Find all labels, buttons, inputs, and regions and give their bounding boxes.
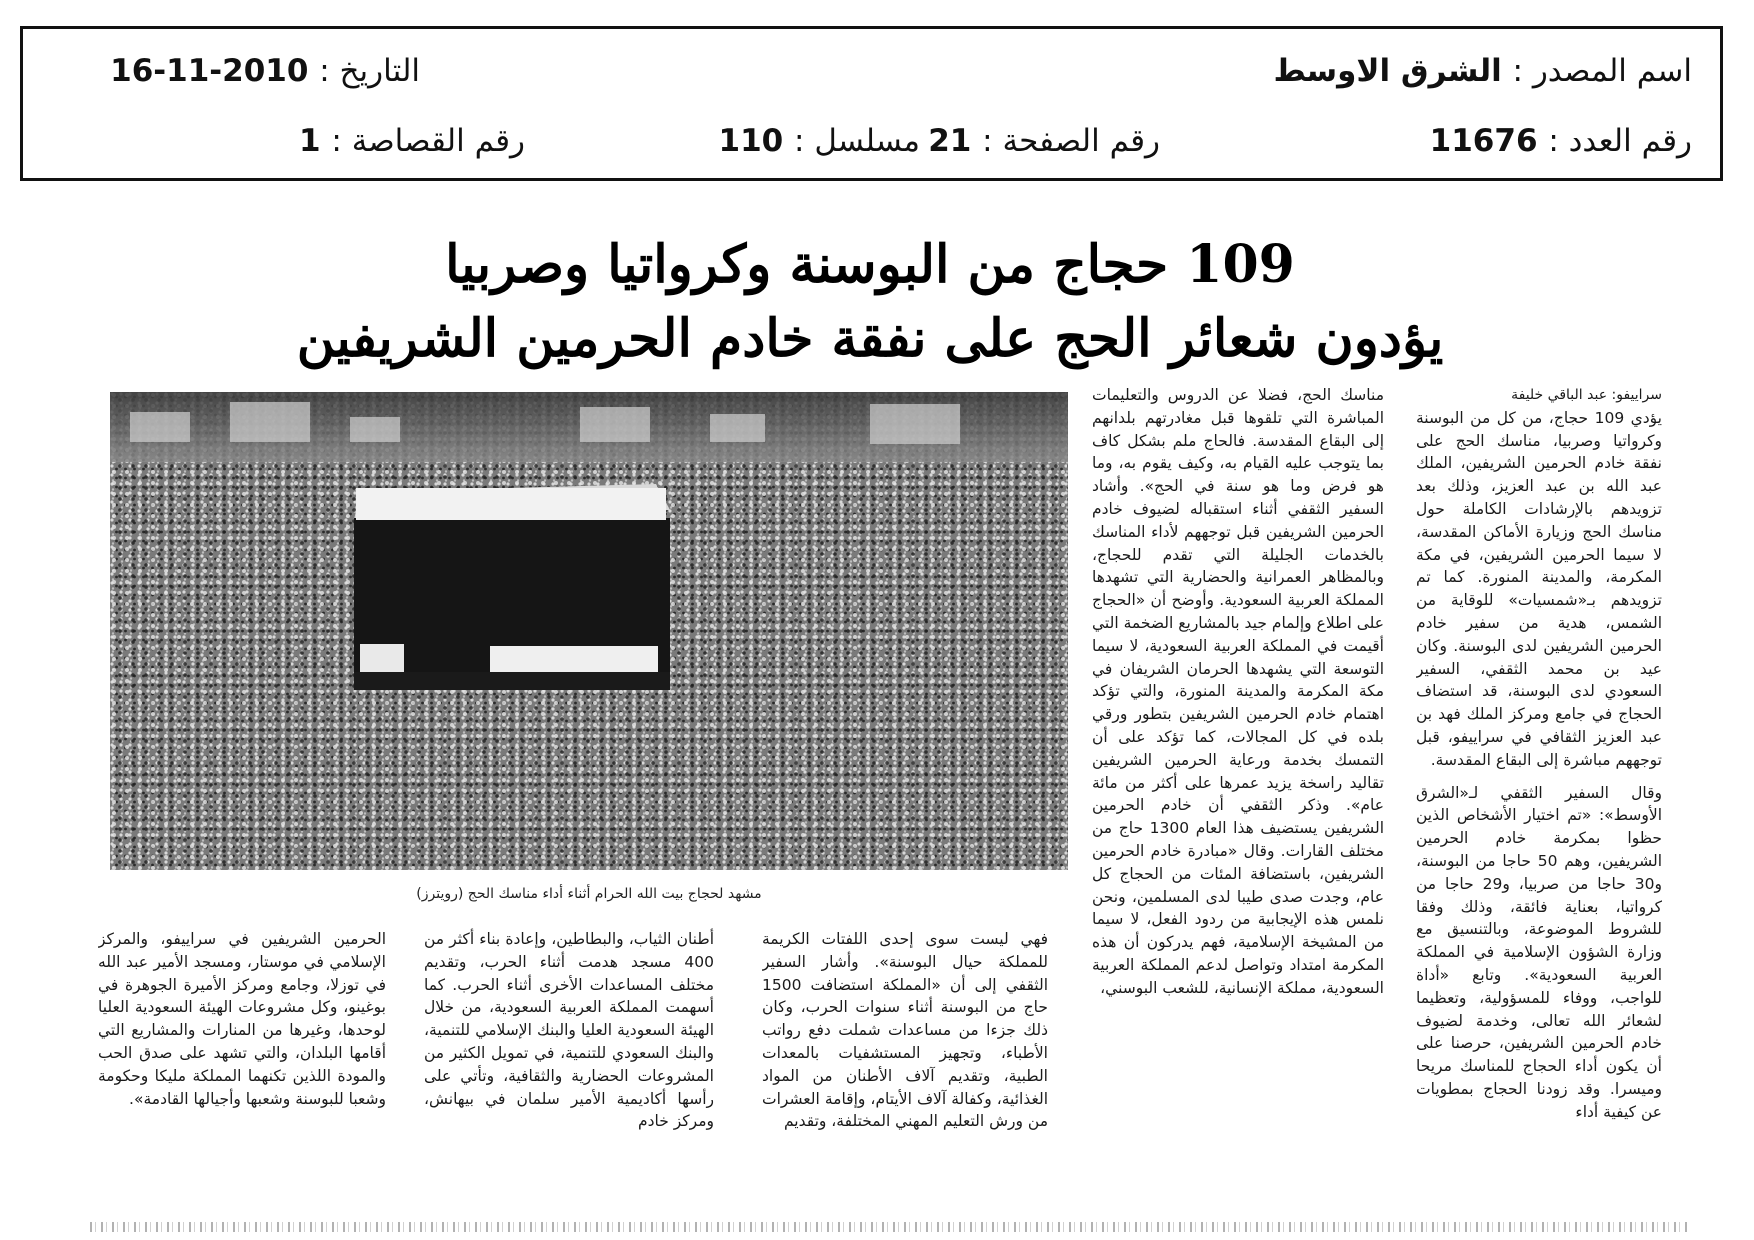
col5-paragraph: الحرمين الشريفين في سراييفو، والمركز الإسلامي في موستار، ومسجد الأمير عبد الله في توزلا، وجامع ومركز الأميرة الجوهرة في بوغينو، وكل مشروعات الهيئة السعودية العليا لوحدها، وغيرها من المنارات والمشاريع التي أقامها البلدان، والتي تشهد على صدق الحب والمودة اللذين تكنهما المملكة مليكا وحكومة وشعبا للبوسنة وشعبها وأجيالها القادمة». [98, 930, 386, 1108]
headline-line-2: يؤدون شعائر الحج على نفقة خادم الحرمين الشريفين [296, 308, 1444, 369]
date-label: التاريخ : [319, 53, 420, 89]
photo-caption: مشهد لحجاج بيت الله الحرام أثناء أداء مناسك الحج (رويترز) [416, 886, 762, 902]
col2-paragraph: مناسك الحج، فضلا عن الدروس والتعليمات المباشرة التي تلقوها قبل مغادرتهم بلدانهم إلى البقاع المقدسة. فالحاج ملم بشكل كاف بما يتوجب عليه القيام به، وكيف يقوم به، وما هو فرض وما هو سنة في الحج». وأشاد السفير الثقفي أثناء استقباله لضيوف خادم الحرمين الشريفين قبل توجههم لأداء المناسك بالخدمات الجليلة التي تقدم للحجاج، وبالمظاهر العمرانية والحضارية التي تشهدها المملكة العربية السعودية. وأوضح أن «الحجاج على اطلاع وإلمام جيد بالمشاريع الضخمة التي أقيمت في المملكة العربية السعودية، لا سيما التوسعة التي يشهدها الحرمان الشريفان في مكة المكرمة والمدينة المنورة، والتي تؤكد اهتمام خادم الحرمين الشريفين بتطور ورقي بلده في كل المجالات، كما تؤكد على أن التمسك بخدمة ورعاية الحرمين الشريفين تقاليد راسخة يزيد عمرها على أكثر من مائة عام». وذكر الثقفي أن خادم الحرمين الشريفين يستضيف هذا العام 1300 حاج من مختلف القارات. وقال «مبادرة خادم الحرمين الشريفين، باستضافة المئات من الحجاج كل عام، وجدت صدى طيبا لدى المسلمين، ونحن نلمس هذه الإيجابية من ردود الفعل، لا سيما من المشيخة الإسلامية، فهم يدركون أن هذه المكرمة امتداد وتواصل لدعم المملكة العربية السعودية، مملكة الإنسانية، للشعب البوسني، [1092, 386, 1384, 997]
col3-paragraph: فهي ليست سوى إحدى اللفتات الكريمة للمملكة حيال البوسنة». وأشار السفير الثقفي إلى أن «المملكة استضافت 1500 حاج من البوسنة أثناء سنوات الحرب، وكان ذلك جزءا من مساعدات شملت دفع رواتب الأطباء، وتجهيز المستشفيات بالمعدات الطبية، وتقديم آلاف الأطنان من المواد الغذائية، وكفالة آلاف الأيتام، وإقامة العشرات من ورش التعليم المهني المختلفة، وتقديم [762, 930, 1048, 1131]
serial-label: مسلسل : [794, 123, 920, 159]
article-column-5 [98, 928, 386, 1220]
clipping-header [20, 26, 1723, 181]
issue-value: 11676 [1429, 123, 1538, 159]
serial-value: 110 [718, 123, 784, 159]
page-label: رقم الصفحة : [982, 123, 1160, 159]
article-column-3 [762, 928, 1048, 1220]
source-label: اسم المصدر : [1512, 53, 1692, 89]
kaaba-crowd-image [110, 392, 1068, 870]
article-column-2 [1092, 384, 1384, 1220]
scan-edge-noise [90, 1222, 1690, 1232]
article-column-1 [1416, 384, 1662, 1220]
clip-field [299, 121, 525, 161]
date-field [110, 51, 420, 91]
article-photo [110, 392, 1068, 870]
col1-paragraph-1: يؤدي 109 حجاج، من كل من البوسنة وكرواتيا وصربيا، مناسك الحج على نفقة خادم الحرمين الشريفين، الملك عبد الله بن عبد العزيز، وذلك بعد تزويدهم بالإرشادات الكاملة حول مناسك الحج وزيارة الأماكن المقدسة، لا سيما الحرمين الشريفين، في مكة المكرمة، والمدينة المنورة. كما تم تزويدهم بـ«شمسيات» للوقاية من الشمس، هدية من سفير خادم الحرمين الشريفين لدى البوسنة. وكان عيد بن محمد الثقفي، السفير السعودي لدى البوسنة، قد استضاف الحجاج في جامع ومركز الملك فهد بن عبد العزيز الثقافي في سراييفو، قبل توجههم مباشرة إلى البقاع المقدسة. [1416, 408, 1662, 769]
clip-value: 1 [299, 123, 321, 159]
byline: سراييفو: عبد الباقي خليفة [1511, 387, 1662, 403]
col1-paragraph-2: وقال السفير الثقفي لـ«الشرق الأوسط»: «تم اختيار الأشخاص الذين حظوا بمكرمة خادم الحرمين الشريفين، وهم 50 حاجا من البوسنة، و30 حاجا من صربيا، و29 حاجا من كرواتيا، بعناية فائقة، وذلك وفقا للشروط الموضوعة، وبالتنسيق مع وزارة الشؤون الإسلامية في المملكة العربية السعودية». وتابع «أداة للواجب، ووفاء للمسؤولية، وتعظيما لشعائر الله تعالى، وخدمة لضيوف خادم الحرمين الشريفين، حرصنا على أن يكون أداء الحجاج للمناسك مريحا وميسرا. وقد زودنا الحجاج بمطويات عن كيفية أداء [1416, 783, 1662, 1121]
date-value: 16-11-2010 [110, 53, 309, 89]
article-column-4 [424, 928, 714, 1220]
issue-label: رقم العدد : [1548, 123, 1692, 159]
clip-label: رقم القصاصة : [331, 123, 525, 159]
page-value: 21 [928, 123, 972, 159]
col4-paragraph: أطنان الثياب، والبطاطين، وإعادة بناء أكثر من 400 مسجد هدمت أثناء الحرب، وتقديم مختلف المساعدات الأخرى أثناء الحرب. كما أسهمت المملكة العربية السعودية، من خلال الهيئة السعودية العليا والبنك الإسلامي للتنمية، والبنك السعودي للتنمية، في تمويل الكثير من المشروعات الحضارية والثقافية، وتأتي على رأسها أكاديمية الأمير سلمان في بيهانش، ومركز خادم [424, 930, 714, 1131]
headline-line-1: 109 حجاج من البوسنة وكرواتيا وصربيا [445, 234, 1295, 295]
issue-field [1430, 121, 1692, 161]
page-field [928, 121, 1160, 161]
source-value: الشرق الاوسط [1273, 53, 1502, 89]
source-field [1273, 51, 1692, 91]
kaaba-shape [354, 484, 670, 690]
serial-field [719, 121, 920, 161]
